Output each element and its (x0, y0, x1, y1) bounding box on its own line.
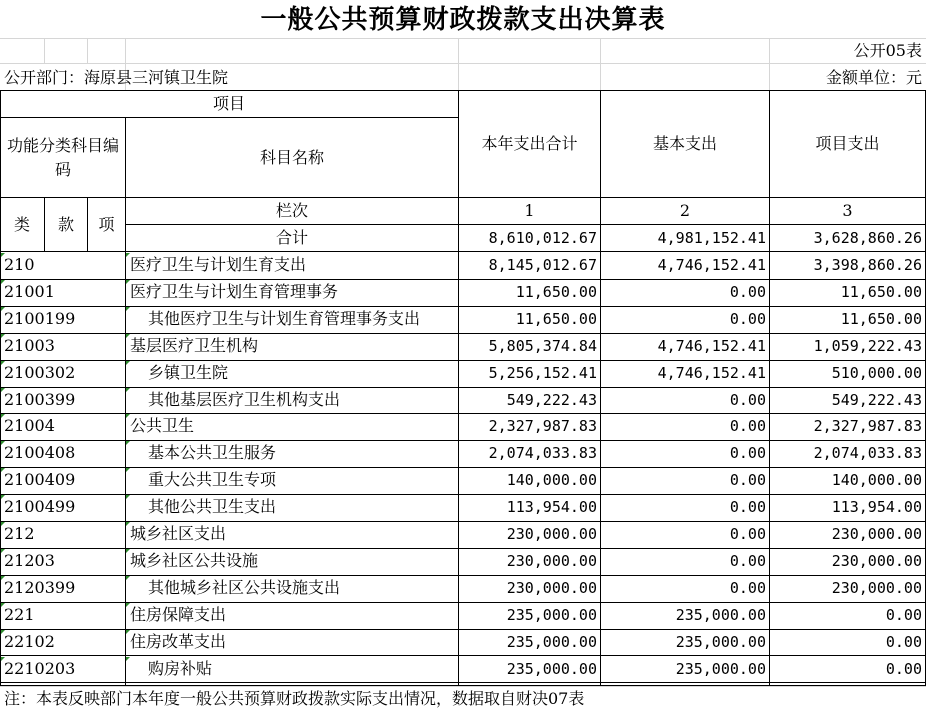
row-total: 113,954.00 (506, 498, 597, 517)
row-code: 21004 (4, 416, 55, 436)
row-project: 510,000.00 (831, 363, 922, 382)
row-basic: 4,746,152.41 (657, 336, 766, 355)
form-code: 公开05表 (853, 41, 922, 60)
cell-marker (126, 388, 130, 392)
sum-total: 8,610,012.67 (488, 229, 597, 247)
cell-marker (1, 657, 5, 661)
row-code: 212 (4, 524, 35, 543)
row-name: 基本公共卫生服务 (148, 443, 277, 463)
row-code: 2100499 (4, 497, 76, 517)
row-code: 2100399 (4, 389, 76, 409)
cell-marker (1, 307, 5, 311)
cell-marker (1, 522, 5, 526)
row-basic: 4,746,152.41 (657, 363, 766, 382)
row-name: 重大公共卫生专项 (148, 470, 277, 490)
sum-label: 合计 (275, 228, 308, 247)
header-lanci: 栏次 (275, 201, 308, 220)
row-code: 21203 (4, 550, 55, 570)
row-name: 住房改革支出 (130, 631, 227, 651)
cell-marker (1, 388, 5, 392)
row-basic: 0.00 (729, 390, 766, 409)
row-name: 乡镇卫生院 (148, 362, 229, 382)
cell-marker (126, 414, 130, 418)
row-total: 5,805,374.84 (488, 336, 597, 355)
row-total: 549,222.43 (506, 390, 597, 409)
cell-marker (126, 603, 130, 607)
header-project-exp: 项目支出 (815, 134, 880, 153)
row-basic: 0.00 (729, 525, 766, 543)
cell-marker (126, 630, 130, 634)
row-basic: 4,746,152.41 (657, 256, 766, 274)
row-name: 其他公共卫生支出 (148, 497, 277, 517)
header-project: 项目 (212, 94, 245, 113)
row-basic: 0.00 (729, 282, 766, 301)
cell-marker (1, 280, 5, 284)
cell-marker (126, 307, 130, 311)
cell-marker (126, 441, 130, 445)
row-total: 235,000.00 (506, 605, 597, 624)
row-project: 113,954.00 (831, 498, 922, 517)
row-name: 其他城乡社区公共设施支出 (148, 577, 341, 597)
report-title: 一般公共预算财政拨款支出决算表 (260, 5, 666, 35)
table-footnote: 注：本表反映部门本年度一般公共预算财政拨款实际支出情况，数据取自财决07表 (4, 689, 585, 708)
unit-label: 金额单位：元 (825, 68, 922, 87)
row-basic: 0.00 (729, 309, 766, 328)
cell-marker (1, 253, 5, 257)
column-number-3: 3 (842, 201, 853, 220)
header-function-code: 功能分类科目编码 (6, 135, 119, 179)
row-name: 购房补贴 (148, 658, 213, 678)
row-name: 住房保障支出 (130, 604, 227, 624)
row-code: 221 (4, 604, 35, 624)
row-project: 0.00 (885, 659, 922, 678)
row-project: 230,000.00 (831, 525, 922, 543)
row-name: 公共卫生 (130, 416, 195, 436)
row-project: 0.00 (885, 605, 922, 624)
row-total: 235,000.00 (506, 659, 597, 678)
row-name: 医疗卫生与计划生育管理事务 (130, 281, 339, 301)
cell-marker (126, 468, 130, 472)
row-code: 21001 (4, 281, 55, 301)
cell-marker (1, 441, 5, 445)
row-name: 医疗卫生与计划生育支出 (130, 255, 307, 274)
column-number-1: 1 (524, 201, 535, 220)
row-code: 2100302 (4, 362, 76, 382)
row-basic: 0.00 (729, 578, 766, 597)
row-total: 8,145,012.67 (488, 256, 597, 274)
row-name: 其他医疗卫生与计划生育管理事务支出 (148, 308, 421, 328)
cell-marker (1, 414, 5, 418)
cell-marker (126, 549, 130, 553)
cell-marker (1, 361, 5, 365)
row-project: 140,000.00 (831, 471, 922, 490)
row-total: 140,000.00 (506, 471, 597, 490)
row-project: 1,059,222.43 (813, 336, 922, 355)
header-kuan: 款 (57, 214, 74, 234)
cell-marker (126, 280, 130, 284)
row-name: 城乡社区公共设施 (130, 550, 259, 570)
sum-basic: 4,981,152.41 (657, 229, 766, 247)
row-project: 2,327,987.83 (813, 417, 922, 436)
row-project: 11,650.00 (840, 282, 922, 301)
row-total: 230,000.00 (506, 525, 597, 543)
row-code: 2100409 (4, 470, 76, 490)
header-basic: 基本支出 (652, 134, 717, 153)
header-total: 本年支出合计 (481, 134, 578, 153)
row-code: 2120399 (4, 577, 76, 597)
department-label: 公开部门：海原县三河镇卫生院 (4, 68, 229, 87)
row-total: 230,000.00 (506, 578, 597, 597)
row-total: 2,327,987.83 (488, 417, 597, 436)
row-total: 11,650.00 (515, 309, 597, 328)
cell-marker (126, 495, 130, 499)
cell-marker (126, 334, 130, 338)
row-basic: 0.00 (729, 498, 766, 517)
row-total: 230,000.00 (506, 551, 597, 570)
cell-marker (1, 549, 5, 553)
row-code: 210 (4, 255, 35, 274)
cell-marker (126, 361, 130, 365)
row-total: 5,256,152.41 (488, 363, 597, 382)
row-basic: 0.00 (729, 471, 766, 490)
row-project: 0.00 (885, 632, 922, 651)
row-total: 11,650.00 (515, 282, 597, 301)
cell-marker (126, 576, 130, 580)
row-project: 549,222.43 (831, 390, 922, 409)
row-project: 2,074,033.83 (813, 444, 922, 463)
header-subject-name: 科目名称 (259, 147, 324, 167)
row-code: 22102 (4, 631, 55, 651)
cell-marker (1, 603, 5, 607)
row-basic: 235,000.00 (675, 632, 766, 651)
row-project: 230,000.00 (831, 551, 922, 570)
row-project: 3,398,860.26 (813, 256, 922, 274)
cell-marker (1, 576, 5, 580)
row-name: 城乡社区支出 (130, 524, 227, 543)
row-code: 2100408 (4, 443, 76, 463)
header-xiang: 项 (98, 214, 115, 234)
cell-marker (1, 468, 5, 472)
header-lei: 类 (13, 214, 30, 234)
row-basic: 0.00 (729, 417, 766, 436)
column-number-2: 2 (679, 201, 691, 220)
row-project: 230,000.00 (831, 578, 922, 597)
row-name: 其他基层医疗卫生机构支出 (148, 389, 341, 409)
cell-marker (1, 334, 5, 338)
row-basic: 0.00 (729, 551, 766, 570)
row-total: 2,074,033.83 (488, 444, 597, 463)
cell-marker (126, 657, 130, 661)
row-code: 21003 (4, 335, 55, 355)
row-basic: 235,000.00 (675, 605, 766, 624)
cell-marker (126, 522, 130, 526)
sum-project: 3,628,860.26 (813, 229, 922, 247)
row-code: 2210203 (4, 658, 76, 678)
row-total: 235,000.00 (506, 632, 597, 651)
row-code: 2100199 (4, 308, 76, 328)
row-basic: 235,000.00 (675, 659, 766, 678)
cell-marker (1, 630, 5, 634)
row-project: 11,650.00 (840, 309, 922, 328)
cell-marker (1, 495, 5, 499)
row-basic: 0.00 (729, 444, 766, 463)
row-name: 基层医疗卫生机构 (130, 335, 259, 355)
cell-marker (126, 253, 130, 257)
